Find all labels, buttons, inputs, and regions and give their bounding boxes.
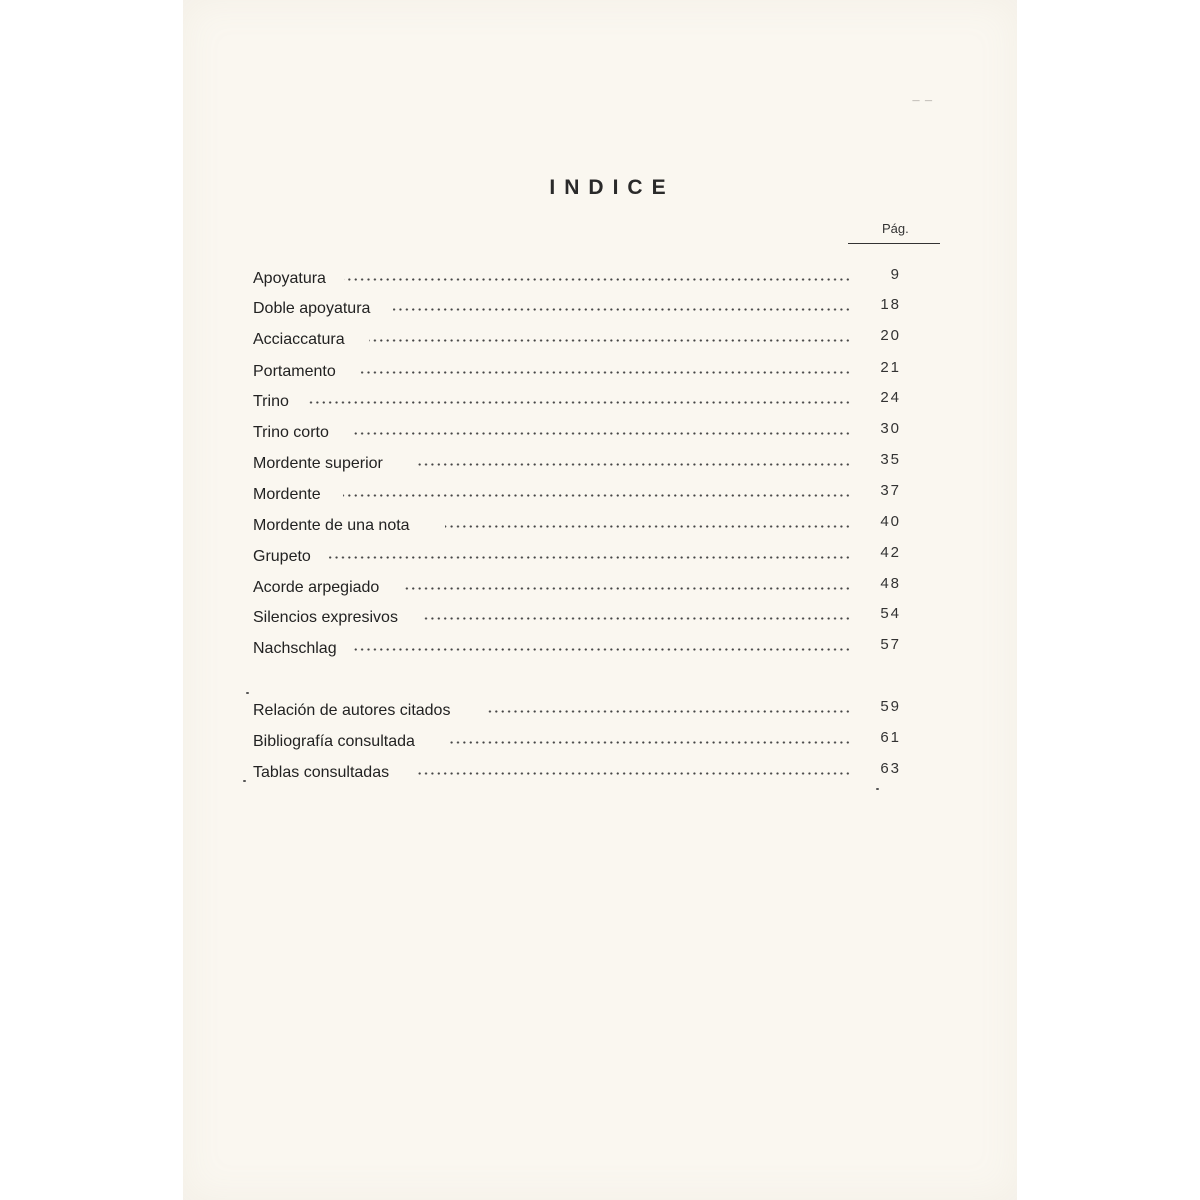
toc-entry: [253, 327, 901, 353]
toc-entry: [253, 389, 901, 415]
toc-entry-page: 9: [890, 266, 901, 283]
toc-entry-label: Tablas consultadas: [253, 764, 390, 781]
dot-leader: [449, 741, 851, 744]
toc-entry-page: 59: [880, 698, 901, 715]
toc-entry-label: Silencios expresivos: [253, 609, 398, 626]
dot-leader: [445, 525, 851, 528]
toc-entry-label: Grupeto: [253, 548, 311, 565]
pen-mark: [246, 692, 249, 694]
dot-leader: [417, 772, 851, 775]
dot-leader: [361, 371, 851, 374]
toc-entry-page: 37: [880, 482, 901, 499]
toc-entry-page: 63: [880, 760, 901, 777]
toc-entry-label: Mordente de una nota: [253, 517, 410, 534]
toc-entry-label: Portamento: [253, 363, 336, 380]
toc-entry-label: Relación de autores citados: [253, 702, 451, 719]
toc-entry: [253, 605, 901, 631]
toc-entry: [253, 575, 901, 601]
dot-leader: [329, 556, 851, 559]
toc-entry-page: 42: [880, 544, 901, 561]
dot-leader: [487, 710, 851, 713]
toc-entry-page: 18: [880, 296, 901, 313]
toc-entry-page: 24: [880, 389, 901, 406]
toc-entry-label: Bibliografía consultada: [253, 733, 415, 750]
toc-entry: [253, 359, 901, 385]
toc-entry-label: Mordente: [253, 486, 321, 503]
dot-leader: [353, 432, 851, 435]
page-column-header-label: Pág.: [882, 221, 909, 236]
toc-entry: [253, 760, 901, 786]
page-column-header: [848, 221, 940, 244]
index-title: INDICE: [549, 176, 675, 199]
toc-entry-page: 21: [880, 359, 901, 376]
toc-entry-page: 61: [880, 729, 901, 746]
toc-entry: [253, 482, 901, 508]
toc-entry: [253, 729, 901, 755]
dot-leader: [393, 308, 851, 311]
toc-entry: [253, 296, 901, 322]
toc-entry-page: 40: [880, 513, 901, 530]
toc-entry-label: Doble apoyatura: [253, 300, 371, 317]
toc-entry-label: Acorde arpegiado: [253, 579, 380, 596]
toc-entry: [253, 513, 901, 539]
toc-entry: [253, 636, 901, 662]
dot-leader: [344, 278, 851, 281]
toc-entry-label: Mordente superior: [253, 455, 383, 472]
edge-mark: — —: [912, 96, 934, 105]
toc-entry-page: 35: [880, 451, 901, 468]
dot-leader: [353, 648, 851, 651]
dot-leader: [307, 401, 851, 404]
toc-entry-label: Acciaccatura: [253, 331, 345, 348]
toc-entry-label: Apoyatura: [253, 270, 326, 287]
toc-entry-page: 48: [880, 575, 901, 592]
pen-mark: [243, 780, 246, 782]
toc-entry-page: 57: [880, 636, 901, 653]
toc-entry-label: Trino: [253, 393, 289, 410]
dot-leader: [343, 494, 851, 497]
pen-mark: [876, 788, 879, 790]
toc-entry: [253, 266, 901, 292]
dot-leader: [405, 587, 851, 590]
toc-entry-label: Nachschlag: [253, 640, 337, 657]
toc-entry-page: 20: [880, 327, 901, 344]
toc-entry: [253, 420, 901, 446]
toc-entry-label: Trino corto: [253, 424, 329, 441]
dot-leader: [415, 463, 851, 466]
dot-leader: [369, 339, 851, 342]
toc-entry: [253, 451, 901, 477]
toc-entry: [253, 698, 901, 724]
dot-leader: [421, 617, 851, 620]
toc-entry-page: 30: [880, 420, 901, 437]
toc-entry: [253, 544, 901, 570]
toc-entry-page: 54: [880, 605, 901, 622]
